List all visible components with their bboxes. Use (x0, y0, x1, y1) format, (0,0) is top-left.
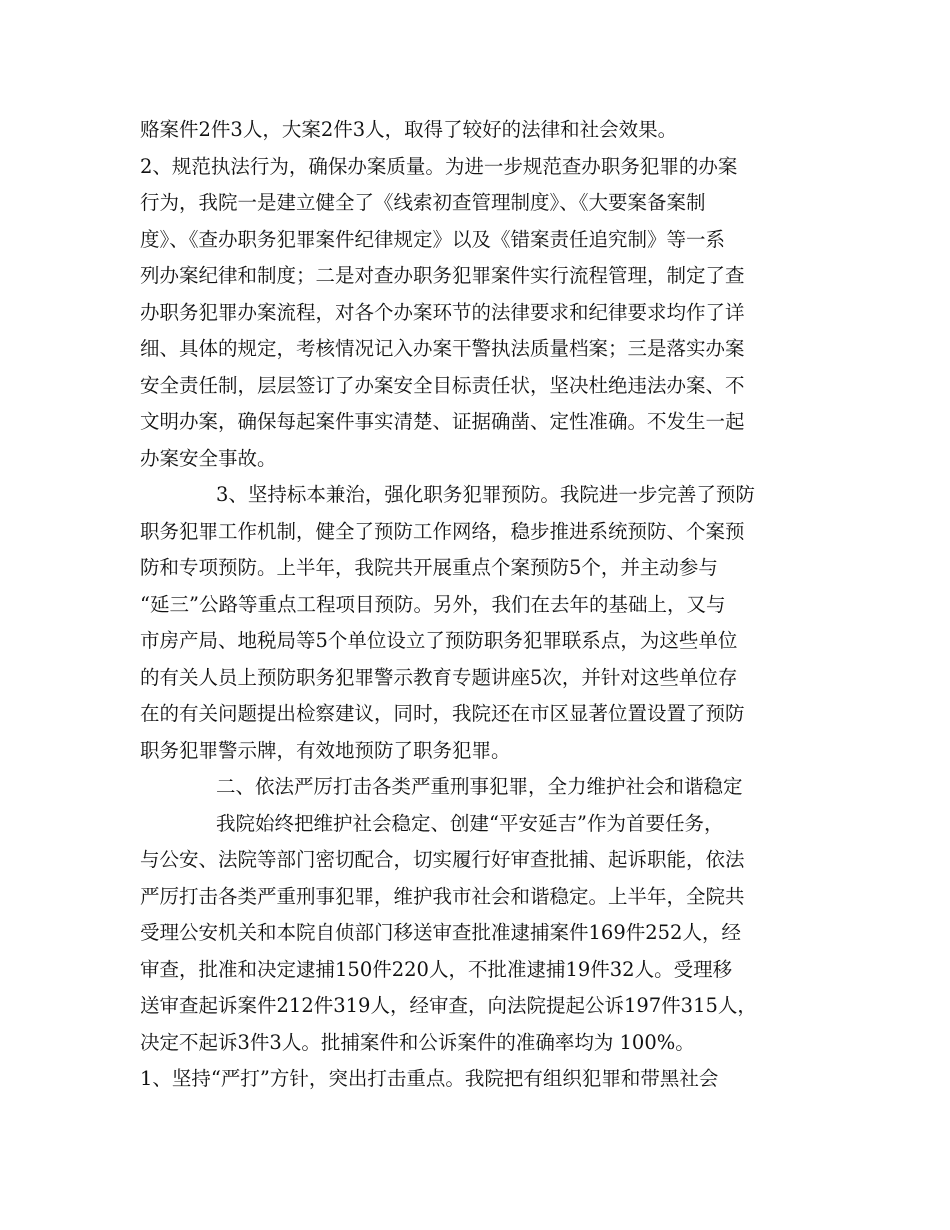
text-line: 细、具体的规定，考核情况记入办案干警执法质量档案；三是落实办案 (140, 337, 745, 360)
text-line: 行为，我院一是建立健全了《线索初查管理制度》、《大要案备案制 (140, 191, 706, 214)
text-line: 职务犯罪警示牌，有效地预防了职务犯罪。 (140, 738, 511, 762)
text-line: 3、坚持标本兼治，强化职务犯罪预防。我院进一步完善了预防 (216, 483, 755, 506)
text-line: 赂案件2件3人，大案2件3人，取得了较好的法律和社会效果。 (140, 118, 678, 141)
text-line: 审查，批准和决定逮捕150件220人，不批准逮捕19件32人。受理移 (140, 957, 733, 981)
text-line: 的有关人员上预防职务犯罪警示教育专题讲座5次，并针对这些单位存 (140, 665, 738, 689)
text-line: 文明办案，确保每起案件事实清楚、证据确凿、定性准确。不发生一起 (140, 410, 745, 433)
text-line: 2、规范执法行为，确保办案质量。为进一步规范查办职务犯罪的办案 (140, 154, 738, 178)
text-line: 市房产局、地税局等5个单位设立了预防职务犯罪联系点，为这些单位 (140, 629, 738, 652)
text-line: 办职务犯罪办案流程，对各个办案环节的法律要求和纪律要求均作了详 (140, 300, 745, 324)
text-line: 安全责任制，层层签订了办案安全目标责任状，坚决杜绝违法办案、不 (140, 373, 745, 397)
text-line: 防和专项预防。上半年，我院共开展重点个案预防5个，并主动参与 (140, 556, 718, 579)
text-line: 严厉打击各类严重刑事犯罪，维护我市社会和谐稳定。上半年，全院共 (140, 884, 745, 908)
text-line: 送审查起诉案件212件319人，经审查，向法院提起公诉197件315人， (140, 994, 757, 1017)
text-line: 在的有关问题提出检察建议，同时，我院还在市区显著位置设置了预防 (140, 702, 745, 725)
section-heading: 二、依法严厉打击各类严重刑事犯罪，全力维护社会和谐稳定 (216, 775, 743, 798)
document-body (140, 112, 840, 1098)
text-line: 1、坚持“严打”方针，突出打击重点。我院把有组织犯罪和带黑社会 (140, 1067, 719, 1090)
text-line: 办案安全事故。 (140, 446, 277, 470)
text-line: 决定不起诉3件3人。批捕案件和公诉案件的准确率均为 100%。 (140, 1030, 695, 1054)
text-line: 我院始终把维护社会稳定、创建“平安延吉”作为首要任务， (216, 811, 724, 835)
text-line: “延三”公路等重点工程项目预防。另外，我们在去年的基础上，又与 (140, 592, 726, 616)
text-line: 度》、《查办职务犯罪案件纪律规定》以及《错案责任追究制》等一系 (140, 227, 726, 251)
text-line: 列办案纪律和制度；二是对查办职务犯罪案件实行流程管理，制定了查 (140, 264, 745, 287)
text-line: 职务犯罪工作机制，健全了预防工作网络，稳步推进系统预防、个案预 (140, 519, 745, 543)
text-line: 受理公安机关和本院自侦部门移送审查批准逮捕案件169件252人，经 (140, 921, 741, 944)
text-line: 与公安、法院等部门密切配合，切实履行好审查批捕、起诉职能，依法 (140, 848, 745, 871)
